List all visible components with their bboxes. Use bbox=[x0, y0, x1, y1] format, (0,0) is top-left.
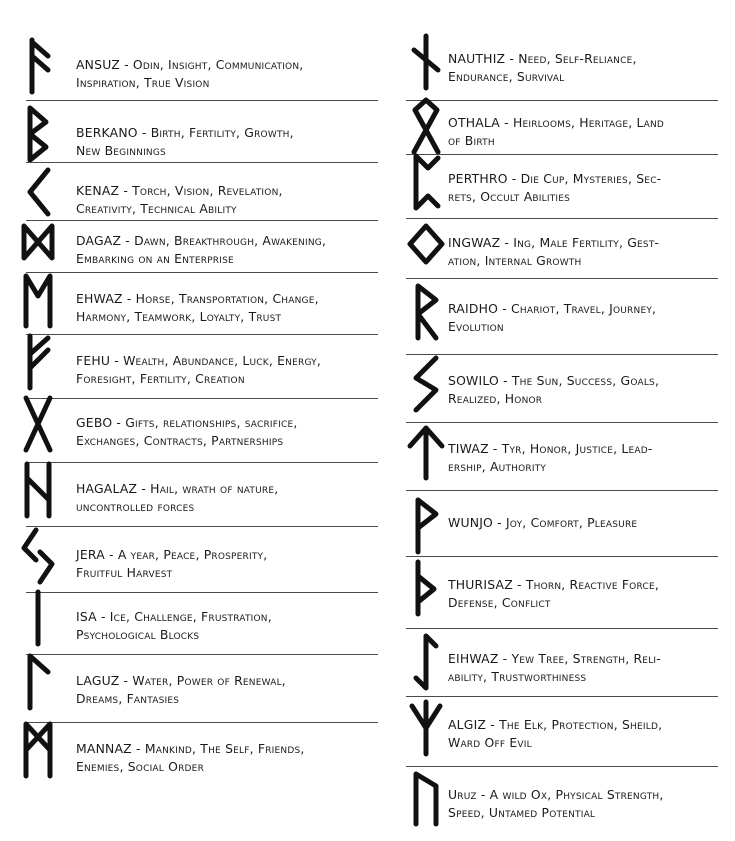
rune-entry-ehwaz: EHWAZ - Horse, Transportation, Change, Harmony, Teamwork, Loyalty, Trust bbox=[76, 291, 319, 324]
row-divider bbox=[26, 722, 378, 723]
row-divider bbox=[406, 100, 718, 101]
rune-entry-ansuz: ANSUZ - Odin, Insight, Communication, Inspiration, True Vision bbox=[76, 57, 304, 90]
rune-meaning: A wild Ox, Physical Strength, Speed, Untamed Potential bbox=[448, 787, 664, 820]
rune-entry-perthro: PERTHRO - Die Cup, Mysteries, Sec- rets, Occult Abilities bbox=[448, 171, 662, 204]
rune-name: JERA bbox=[76, 547, 105, 562]
rune-entry-jera: JERA - A year, Peace, Prosperity, Fruitful Harvest bbox=[76, 547, 268, 580]
rune-entry-dagaz: DAGAZ - Dawn, Breakthrough, Awakening, Embarking on an Enterprise bbox=[76, 233, 327, 266]
row-divider bbox=[26, 334, 378, 335]
rune-meaning: Thorn, Reactive Force, Defense, Conflict bbox=[448, 577, 659, 610]
rune-entry-gebo: GEBO - Gifts, relationships, sacrifice, Exchanges, Contracts, Partnerships bbox=[76, 415, 298, 448]
rune-meaning: Gifts, relationships, sacrifice, Exchanges, Contracts, Partnerships bbox=[76, 415, 298, 448]
ehwaz-rune-icon bbox=[18, 270, 58, 330]
row-divider bbox=[26, 526, 378, 527]
rune-entry-thurisaz: THURISAZ - Thorn, Reactive Force, Defense, Conflict bbox=[448, 577, 659, 610]
berkano-rune-icon bbox=[18, 104, 58, 164]
rune-name: INGWAZ bbox=[448, 235, 501, 250]
thurisaz-rune-icon bbox=[406, 558, 446, 618]
mannaz-rune-icon bbox=[18, 720, 58, 780]
jera-rune-icon bbox=[18, 526, 58, 586]
raidho-rune-icon bbox=[406, 282, 446, 342]
rune-entry-uruz: Uruz - A wild Ox, Physical Strength, Speed, Untamed Potential bbox=[448, 787, 664, 820]
isa-rune-icon bbox=[18, 588, 58, 648]
row-divider bbox=[26, 462, 378, 463]
rune-meaning: Die Cup, Mysteries, Sec- rets, Occult Abilities bbox=[448, 171, 662, 204]
rune-name: RAIDHO bbox=[448, 301, 499, 316]
rune-entry-ingwaz: INGWAZ - Ing, Male Fertility, Gest- ation, Internal Growth bbox=[448, 235, 660, 268]
row-divider bbox=[26, 100, 378, 101]
rune-entry-fehu: FEHU - Wealth, Abundance, Luck, Energy, Foresight, Fertility, Creation bbox=[76, 353, 322, 386]
rune-entry-sowilo: SOWILO - The Sun, Success, Goals, Realized, Honor bbox=[448, 373, 660, 406]
othala-rune-icon bbox=[406, 96, 446, 156]
perthro-rune-icon bbox=[406, 152, 446, 212]
rune-name: EHWAZ bbox=[76, 291, 123, 306]
ingwaz-rune-icon bbox=[406, 216, 446, 276]
rune-meaning: The Sun, Success, Goals, Realized, Honor bbox=[448, 373, 660, 406]
rune-entry-berkano: BERKANO - Birth, Fertility, Growth, New Beginnings bbox=[76, 125, 294, 158]
rune-meaning: Dawn, Breakthrough, Awakening, Embarking on an Enterprise bbox=[76, 233, 327, 266]
rune-name: ANSUZ bbox=[76, 57, 120, 72]
rune-name: EIHWAZ bbox=[448, 651, 499, 666]
row-divider bbox=[26, 592, 378, 593]
row-divider bbox=[406, 422, 718, 423]
rune-name: MANNAZ bbox=[76, 741, 132, 756]
row-divider bbox=[406, 696, 718, 697]
row-divider bbox=[406, 154, 718, 155]
row-divider bbox=[406, 766, 718, 767]
rune-meaning: Need, Self-Reliance, Endurance, Survival bbox=[448, 51, 637, 84]
rune-meaning: Tyr, Honor, Justice, Lead- ership, Authority bbox=[448, 441, 653, 474]
rune-entry-othala: OTHALA - Heirlooms, Heritage, Land of Birth bbox=[448, 115, 665, 148]
tiwaz-rune-icon bbox=[406, 422, 446, 482]
row-divider bbox=[406, 490, 718, 491]
ansuz-rune-icon bbox=[18, 36, 58, 96]
rune-name: THURISAZ bbox=[448, 577, 513, 592]
rune-meaning: Torch, Vision, Revelation, Creativity, Technical Ability bbox=[76, 183, 283, 216]
rune-name: BERKANO bbox=[76, 125, 138, 140]
rune-name: ALGIZ bbox=[448, 717, 487, 732]
row-divider bbox=[26, 272, 378, 273]
rune-name: DAGAZ bbox=[76, 233, 122, 248]
fehu-rune-icon bbox=[18, 332, 58, 392]
uruz-rune-icon bbox=[406, 768, 446, 828]
rune-name: KENAZ bbox=[76, 183, 120, 198]
rune-name: GEBO bbox=[76, 415, 113, 430]
rune-name: PERTHRO bbox=[448, 171, 508, 186]
rune-meaning: Water, Power of Renewal, Dreams, Fantasies bbox=[76, 673, 286, 706]
rune-entry-isa: ISA - Ice, Challenge, Frustration, Psychological Blocks bbox=[76, 609, 272, 642]
rune-meaning: Birth, Fertility, Growth, New Beginnings bbox=[76, 125, 294, 158]
sowilo-rune-icon bbox=[406, 354, 446, 414]
row-divider bbox=[406, 556, 718, 557]
rune-meaning: Chariot, Travel, Journey, Evolution bbox=[448, 301, 657, 334]
rune-meaning: A year, Peace, Prosperity, Fruitful Harvest bbox=[76, 547, 268, 580]
algiz-rune-icon bbox=[406, 698, 446, 758]
rune-meaning: Ing, Male Fertility, Gest- ation, Internal Growth bbox=[448, 235, 660, 268]
eihwaz-rune-icon bbox=[406, 632, 446, 692]
rune-meaning: Yew Tree, Strength, Reli- ability, Trustworthiness bbox=[448, 651, 661, 684]
row-divider bbox=[26, 162, 378, 163]
rune-entry-eihwaz: EIHWAZ - Yew Tree, Strength, Reli- ability, Trustworthiness bbox=[448, 651, 661, 684]
rune-entry-mannaz: MANNAZ - Mankind, The Self, Friends, Enemies, Social Order bbox=[76, 741, 305, 774]
row-divider bbox=[406, 218, 718, 219]
rune-name: HAGALAZ bbox=[76, 481, 138, 496]
rune-meaning: Odin, Insight, Communication, Inspiration, True Vision bbox=[76, 57, 304, 90]
rune-meaning: Heirlooms, Heritage, Land of Birth bbox=[448, 115, 665, 148]
laguz-rune-icon bbox=[18, 652, 58, 712]
rune-name: ISA bbox=[76, 609, 97, 624]
rune-entry-kenaz: KENAZ - Torch, Vision, Revelation, Creativity, Technical Ability bbox=[76, 183, 283, 216]
rune-entry-algiz: ALGIZ - The Elk, Protection, Sheild, Ward Off Evil bbox=[448, 717, 663, 750]
rune-entry-hagalaz: HAGALAZ - Hail, wrath of nature, uncontrolled forces bbox=[76, 481, 279, 514]
row-divider bbox=[406, 278, 718, 279]
rune-meaning: The Elk, Protection, Sheild, Ward Off Evil bbox=[448, 717, 663, 750]
rune-name: OTHALA bbox=[448, 115, 500, 130]
rune-meaning: Ice, Challenge, Frustration, Psychological Blocks bbox=[76, 609, 272, 642]
rune-entry-laguz: LAGUZ - Water, Power of Renewal, Dreams, Fantasies bbox=[76, 673, 286, 706]
rune-meaning: Mankind, The Self, Friends, Enemies, Social Order bbox=[76, 741, 305, 774]
rune-meaning: Hail, wrath of nature, uncontrolled forces bbox=[76, 481, 279, 514]
row-divider bbox=[26, 654, 378, 655]
rune-meaning: Horse, Transportation, Change, Harmony, Teamwork, Loyalty, Trust bbox=[76, 291, 319, 324]
row-divider bbox=[26, 398, 378, 399]
row-divider bbox=[26, 220, 378, 221]
rune-name: TIWAZ bbox=[448, 441, 489, 456]
rune-name: WUNJO bbox=[448, 515, 493, 530]
rune-meaning: Joy, Comfort, Pleasure bbox=[505, 515, 638, 530]
rune-entry-raidho: RAIDHO - Chariot, Travel, Journey, Evolution bbox=[448, 301, 657, 334]
row-divider bbox=[406, 628, 718, 629]
rune-name: Uruz bbox=[448, 787, 477, 802]
gebo-rune-icon bbox=[18, 394, 58, 454]
wunjo-rune-icon bbox=[406, 496, 446, 556]
row-divider bbox=[406, 354, 718, 355]
rune-name: SOWILO bbox=[448, 373, 499, 388]
rune-entry-tiwaz: TIWAZ - Tyr, Honor, Justice, Lead- ership, Authority bbox=[448, 441, 653, 474]
rune-entry-nauthiz: NAUTHIZ - Need, Self-Reliance, Endurance, Survival bbox=[448, 51, 637, 84]
rune-name: FEHU bbox=[76, 353, 111, 368]
rune-name: NAUTHIZ bbox=[448, 51, 506, 66]
rune-name: LAGUZ bbox=[76, 673, 120, 688]
nauthiz-rune-icon bbox=[406, 32, 446, 92]
rune-meaning: Wealth, Abundance, Luck, Energy, Foresight, Fertility, Creation bbox=[76, 353, 322, 386]
dagaz-rune-icon bbox=[18, 212, 58, 272]
rune-entry-wunjo: WUNJO - Joy, Comfort, Pleasure bbox=[448, 515, 638, 530]
hagalaz-rune-icon bbox=[18, 460, 58, 520]
